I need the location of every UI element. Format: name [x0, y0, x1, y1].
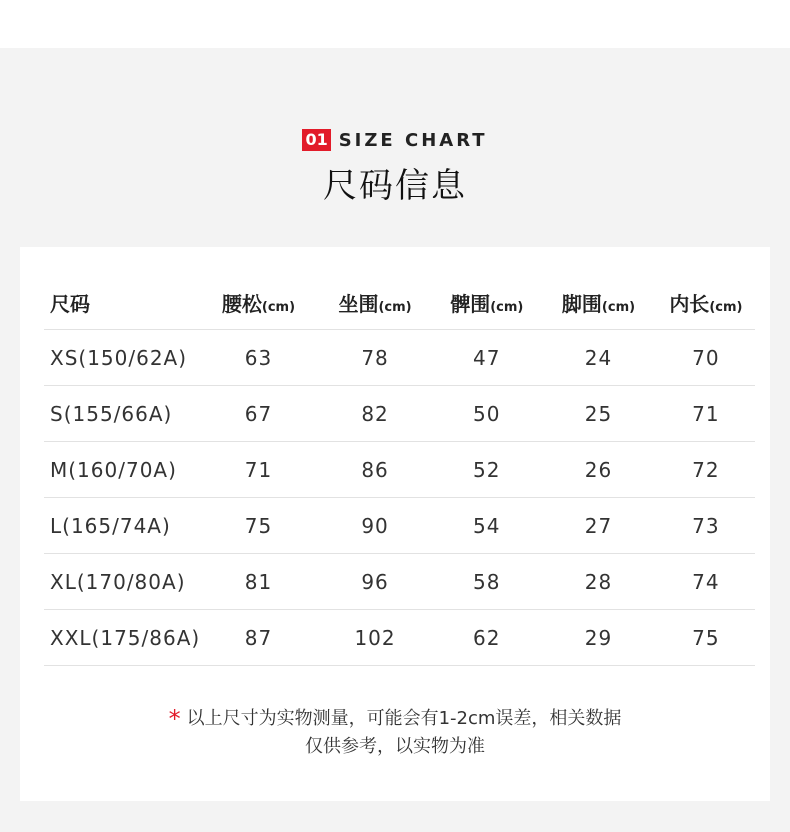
column-header-label: 尺码	[50, 291, 90, 316]
column-header-waist	[200, 275, 317, 330]
size-table	[44, 275, 755, 666]
hip-cell: 82	[317, 386, 434, 442]
page-title: 尺码信息	[323, 166, 467, 206]
note-text-1: 以上尺寸为实物测量，可能会有1-2cm误差，相关数据	[186, 708, 622, 729]
measurement-note	[20, 705, 770, 760]
column-header-unit: (cm)	[601, 299, 636, 315]
inseam-cell: 71	[657, 386, 755, 442]
column-header-label: 坐围	[338, 291, 379, 316]
thigh-cell: 54	[433, 498, 540, 554]
waist-cell: 71	[200, 442, 317, 498]
table-row	[44, 498, 755, 554]
column-header-label: 腰松	[221, 291, 262, 316]
table-header-row	[44, 275, 755, 330]
column-header-hip	[317, 275, 434, 330]
waist-cell: 67	[200, 386, 317, 442]
waist-cell: 63	[200, 330, 317, 386]
leg-opening-cell: 24	[540, 330, 657, 386]
asterisk-icon: *	[168, 705, 181, 733]
size-cell: M(160/70A)	[44, 442, 200, 498]
waist-cell: 87	[200, 610, 317, 666]
hip-cell: 102	[317, 610, 434, 666]
column-header-unit: (cm)	[490, 299, 524, 315]
heading-kicker-row	[0, 128, 790, 152]
waist-cell: 81	[200, 554, 317, 610]
note-text-2: 仅供参考，以实物为准	[305, 736, 485, 757]
note-line-1	[20, 705, 770, 733]
inseam-cell: 72	[657, 442, 755, 498]
column-header-unit: (cm)	[378, 299, 412, 315]
thigh-cell: 62	[433, 610, 540, 666]
leg-opening-cell: 27	[540, 498, 657, 554]
column-header-thigh	[433, 275, 540, 330]
leg-opening-cell: 25	[540, 386, 657, 442]
column-header-label: 内长	[669, 291, 710, 316]
size-cell: L(165/74A)	[44, 498, 200, 554]
size-cell: XXL(175/86A)	[44, 610, 200, 666]
column-header-leg-opening	[540, 275, 657, 330]
thigh-cell: 52	[433, 442, 540, 498]
table-row	[44, 554, 755, 610]
column-header-inseam	[657, 275, 755, 330]
inseam-cell: 74	[657, 554, 755, 610]
leg-opening-cell: 29	[540, 610, 657, 666]
table-row	[44, 330, 755, 386]
hip-cell: 90	[317, 498, 434, 554]
leg-opening-cell: 26	[540, 442, 657, 498]
size-chart-heading	[0, 128, 790, 207]
hip-cell: 96	[317, 554, 434, 610]
thigh-cell: 50	[433, 386, 540, 442]
thigh-cell: 47	[433, 330, 540, 386]
column-header-size	[44, 275, 200, 330]
section-kicker: SIZE CHART	[338, 129, 488, 151]
size-cell: S(155/66A)	[44, 386, 200, 442]
thigh-cell: 58	[433, 554, 540, 610]
leg-opening-cell: 28	[540, 554, 657, 610]
size-cell: XS(150/62A)	[44, 330, 200, 386]
column-header-label: 髀围	[450, 291, 491, 316]
inseam-cell: 70	[657, 330, 755, 386]
section-number-badge: 01	[302, 129, 330, 151]
size-cell: XL(170/80A)	[44, 554, 200, 610]
inseam-cell: 75	[657, 610, 755, 666]
table-row	[44, 442, 755, 498]
table-row	[44, 386, 755, 442]
table-row	[44, 610, 755, 666]
size-chart-card	[20, 247, 770, 801]
inseam-cell: 73	[657, 498, 755, 554]
column-header-label: 脚围	[561, 291, 602, 316]
column-header-unit: (cm)	[261, 299, 296, 315]
waist-cell: 75	[200, 498, 317, 554]
hip-cell: 78	[317, 330, 434, 386]
column-header-unit: (cm)	[709, 299, 743, 315]
hip-cell: 86	[317, 442, 434, 498]
